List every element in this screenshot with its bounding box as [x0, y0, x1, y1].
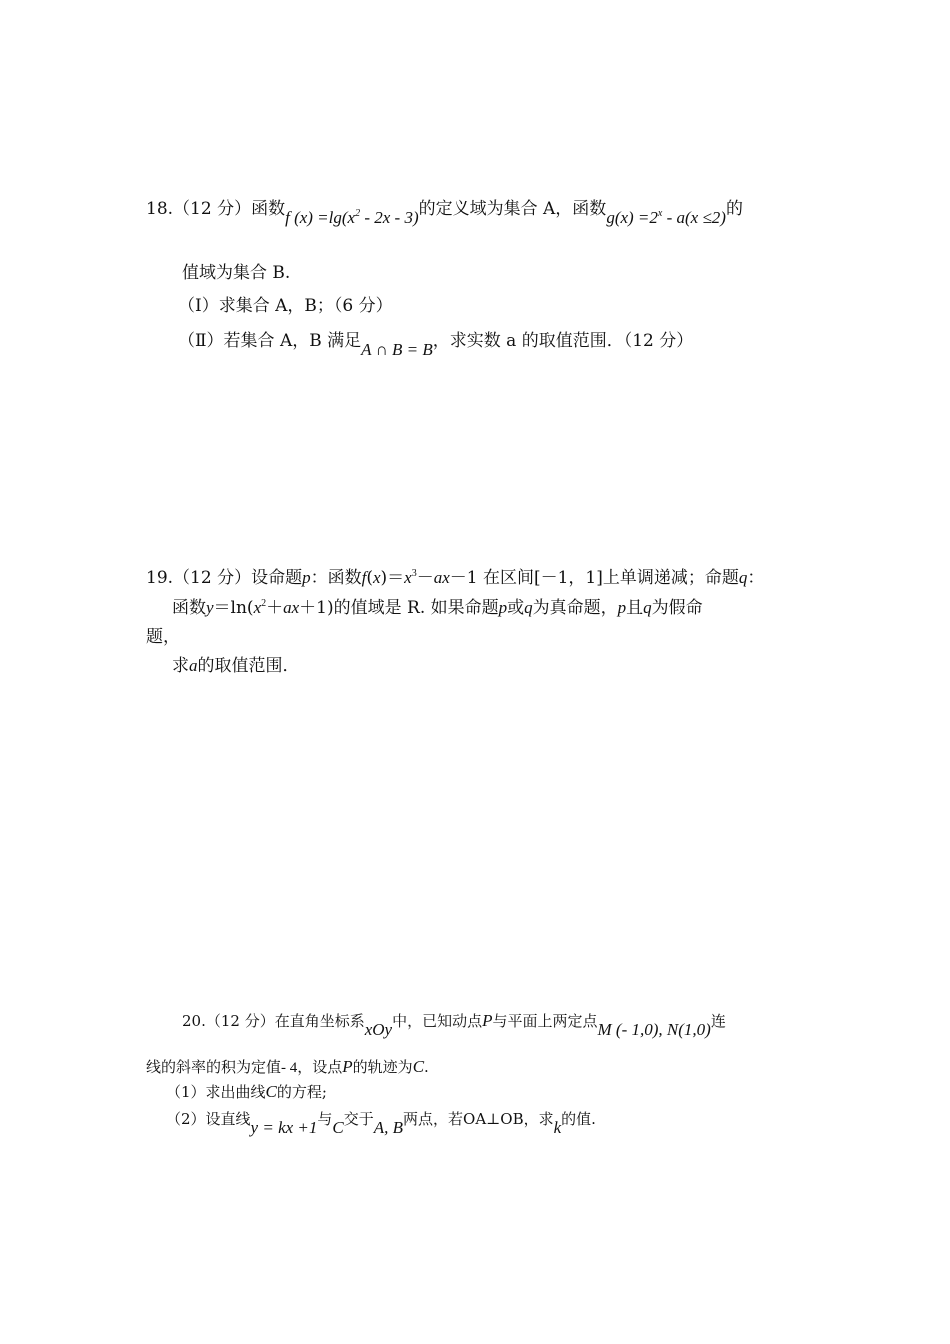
q18-gx-formula: $g(x) =2^x - a(x \le 2)$: [606, 208, 726, 227]
q19-line3: 题，: [146, 627, 180, 647]
q18-text: 的定义域为集合 A，函数: [418, 199, 607, 219]
q18-text: 的: [725, 199, 743, 219]
q19-line4: 求a的取值范围．: [172, 656, 300, 676]
q20-line1: 20.（12 分）在直角坐标系xOy中，已知动点P与平面上两定点M (- 1,0), N(1,0)连: [182, 1011, 726, 1039]
q18-set-formula: A ∩ B = B: [361, 340, 433, 359]
q18-line2: 值域为集合 B.: [182, 263, 291, 283]
q20-part1: （1）求出曲线C的方程;: [166, 1082, 327, 1101]
q18-part2: （Ⅱ）若集合 A，B 满足A ∩ B = B，求实数 a 的取值范围．（12 分）: [178, 331, 694, 359]
q19-line1: 19.（12 分）设命题p：函数$f(x)=x^3-ax-1$ 在区间[－1，1]上单调递减；命题q：: [146, 568, 765, 588]
q18-text: 函数: [251, 199, 286, 219]
q20-part2: （2）设直线y = kx +1与C交于A, B两点，若OA⊥OB，求k的值.: [166, 1110, 596, 1137]
q18-line1: [146, 198, 743, 227]
q18-part1: （Ⅰ）求集合 A，B；（6 分）: [178, 296, 393, 316]
q18-points: （12 分）: [173, 199, 252, 219]
q18-fx-formula: f $(x) =\lg(x^2 - 2x - 3)$: [285, 208, 419, 227]
q19-line2: 函数$y=\ln(x^2+ax+1)$的值域是 R. 如果命题p或q为真命题，p且q为假命: [172, 598, 703, 618]
q20-line2: 线的斜率的积为定值- 4，设点P的轨迹为C.: [146, 1057, 429, 1076]
q18-number: 18.: [146, 199, 174, 219]
